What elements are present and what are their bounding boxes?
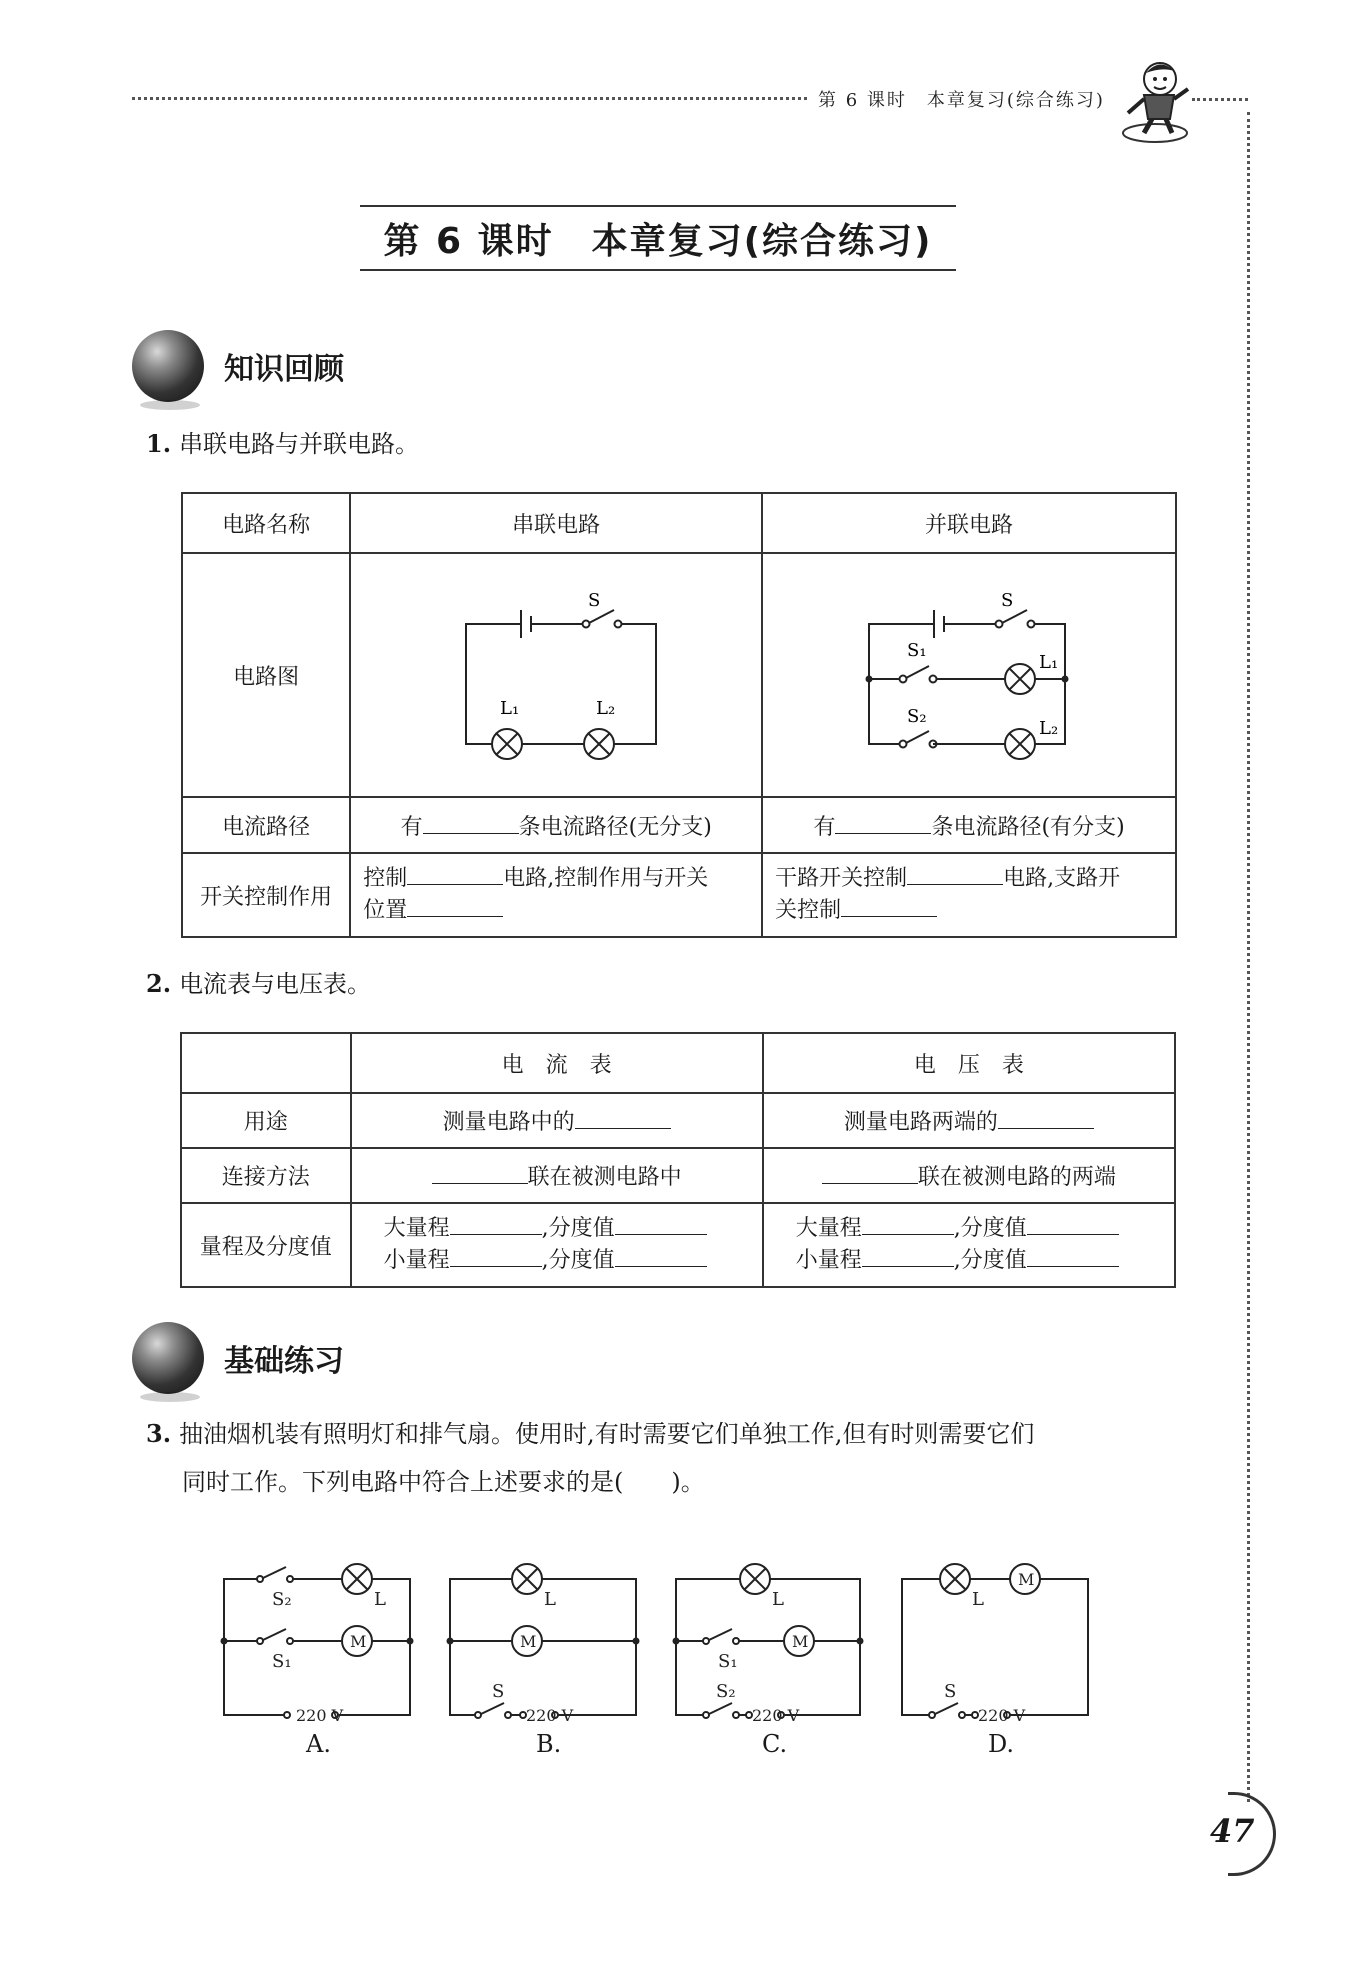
label-s2: S₂ <box>272 1589 292 1610</box>
table-header-cell: 电 压 表 <box>763 1033 1175 1093</box>
series-parallel-table <box>181 492 1177 938</box>
answer-blank[interactable] <box>862 1213 954 1235</box>
section-basic <box>132 1322 344 1394</box>
option-c-label[interactable]: C. <box>762 1730 788 1758</box>
answer-blank[interactable] <box>615 1213 707 1235</box>
chapter-title: 第 6 课时 本章复习(综合练习) <box>383 220 933 262</box>
question-text: 同时工作。下列电路中符合上述要求的是( )。 <box>182 1468 705 1496</box>
answer-blank[interactable] <box>423 812 519 834</box>
ammeter-range-cell <box>351 1203 763 1287</box>
table-header-cell: 串联电路 <box>350 493 762 553</box>
voltmeter-connect-cell <box>763 1148 1175 1203</box>
answer-blank[interactable] <box>841 895 937 917</box>
question-1 <box>146 420 419 468</box>
cell-text: ,分度值 <box>541 1216 615 1241</box>
answer-blank[interactable] <box>1027 1245 1119 1267</box>
answer-blank[interactable] <box>907 863 1003 885</box>
answer-blank[interactable] <box>450 1245 542 1267</box>
section-ball-icon <box>132 330 204 402</box>
table-header-cell: 并联电路 <box>762 493 1176 553</box>
label-s1: S₁ <box>718 1651 738 1672</box>
label-lamp1: L₁ <box>500 698 520 719</box>
running-header: 第 6 课时 本章复习(综合练习) <box>818 90 1105 111</box>
option-d-label[interactable]: D. <box>988 1730 1015 1758</box>
cell-text: 大量程 <box>795 1216 862 1241</box>
cell-text: ,分度值 <box>953 1216 1027 1241</box>
label-s: S <box>492 1681 505 1702</box>
cell-text: 干路开关控制 <box>775 866 908 891</box>
mascot-icon <box>1110 55 1200 145</box>
voltage-label: 220 V <box>296 1706 344 1725</box>
label-s1: S₁ <box>272 1651 292 1672</box>
answer-blank[interactable] <box>1027 1213 1119 1235</box>
section-title: 知识回顾 <box>224 352 344 387</box>
row-label-range: 量程及分度值 <box>181 1203 351 1287</box>
cell-text: 有 <box>813 814 836 840</box>
series-circuit-svg <box>356 554 756 790</box>
page-edge-dotted-rule <box>1247 112 1250 1802</box>
cell-text: 测量电路中的 <box>442 1110 575 1135</box>
label-l: L <box>972 1589 984 1610</box>
cell-text: 测量电路两端的 <box>843 1110 998 1135</box>
cell-text: 控制 <box>363 866 408 891</box>
row-label-switch: 开关控制作用 <box>182 853 350 937</box>
answer-blank[interactable] <box>822 1162 918 1184</box>
cell-text: ,分度值 <box>541 1248 615 1273</box>
section-ball-icon <box>132 1322 204 1394</box>
cell-text: 有 <box>400 814 423 840</box>
answer-blank[interactable] <box>615 1245 707 1267</box>
parallel-circuit-diagram <box>762 553 1176 797</box>
cell-text: 条电流路径(无分支) <box>518 814 712 840</box>
motor-label: M <box>792 1632 809 1651</box>
header-dotted-rule <box>132 97 807 100</box>
cell-text: 小量程 <box>383 1248 450 1273</box>
cell-text: ,分度值 <box>953 1248 1027 1273</box>
parallel-switch-cell <box>762 853 1176 937</box>
label-l: L <box>544 1589 556 1610</box>
meters-table <box>180 1032 1176 1288</box>
table-header-cell: 电 流 表 <box>351 1033 763 1093</box>
label-lamp2: L₂ <box>1039 718 1059 739</box>
question-2 <box>146 960 371 1008</box>
row-label-connect: 连接方法 <box>181 1148 351 1203</box>
voltmeter-range-cell <box>763 1203 1175 1287</box>
option-a-label[interactable]: A. <box>306 1730 331 1758</box>
answer-blank[interactable] <box>450 1213 542 1235</box>
motor-label: M <box>350 1632 367 1651</box>
cell-text: 电路,支路开 <box>1003 866 1121 891</box>
question-number: 1. <box>146 429 172 458</box>
answer-blank[interactable] <box>407 895 503 917</box>
cell-text: 联在被测电路的两端 <box>917 1165 1116 1190</box>
label-l: L <box>374 1589 386 1610</box>
label-s2: S₂ <box>907 706 927 727</box>
parallel-path-cell <box>762 797 1176 853</box>
section-title: 基础练习 <box>224 1344 344 1379</box>
cell-text: 电路,控制作用与开关 <box>503 866 709 891</box>
answer-blank[interactable] <box>862 1245 954 1267</box>
ammeter-connect-cell <box>351 1148 763 1203</box>
option-circuits <box>210 1555 1130 1755</box>
label-s2: S₂ <box>716 1681 736 1702</box>
series-circuit-diagram <box>350 553 762 797</box>
ammeter-use-cell <box>351 1093 763 1148</box>
label-l: L <box>772 1589 784 1610</box>
voltage-label: 220 V <box>752 1706 800 1725</box>
table-header-cell <box>181 1033 351 1093</box>
question-text: 串联电路与并联电路。 <box>179 430 420 458</box>
page-number: 47 <box>1210 1812 1255 1850</box>
header-dotted-rule-right <box>1192 98 1248 101</box>
motor-label: M <box>1018 1570 1035 1589</box>
cell-text: 联在被测电路中 <box>527 1165 682 1190</box>
answer-blank[interactable] <box>998 1107 1094 1129</box>
series-path-cell <box>350 797 762 853</box>
answer-blank[interactable] <box>407 863 503 885</box>
question-text: 抽油烟机装有照明灯和排气扇。使用时,有时需要它们单独工作,但有时则需要它们 <box>179 1420 1035 1448</box>
table-header-cell: 电路名称 <box>182 493 350 553</box>
label-s1: S₁ <box>907 640 927 661</box>
question-text: 电流表与电压表。 <box>179 970 372 998</box>
series-switch-cell <box>350 853 762 937</box>
label-switch: S <box>588 590 601 611</box>
motor-label: M <box>520 1632 537 1651</box>
cell-text: 条电流路径(有分支) <box>931 814 1125 840</box>
answer-blank[interactable] <box>835 812 931 834</box>
label-s: S <box>944 1681 957 1702</box>
option-b-label[interactable]: B. <box>536 1730 562 1758</box>
voltage-label: 220 V <box>978 1706 1026 1725</box>
row-label-diagram: 电路图 <box>182 553 350 797</box>
answer-blank[interactable] <box>432 1162 528 1184</box>
chapter-title-box <box>360 205 956 271</box>
question-3 <box>146 1410 1196 1506</box>
label-lamp1: L₁ <box>1039 652 1059 673</box>
label-switch: S <box>1001 590 1014 611</box>
cell-text: 关控制 <box>775 898 842 923</box>
row-label-use: 用途 <box>181 1093 351 1148</box>
cell-text: 位置 <box>363 898 408 923</box>
voltage-label: 220 V <box>526 1706 574 1725</box>
voltmeter-use-cell <box>763 1093 1175 1148</box>
question-number: 3. <box>146 1419 172 1448</box>
question-number: 2. <box>146 969 172 998</box>
answer-blank[interactable] <box>575 1107 671 1129</box>
section-review <box>132 330 344 402</box>
cell-text: 大量程 <box>383 1216 450 1241</box>
row-label-path: 电流路径 <box>182 797 350 853</box>
label-lamp2: L₂ <box>596 698 616 719</box>
parallel-circuit-svg <box>769 554 1169 790</box>
cell-text: 小量程 <box>795 1248 862 1273</box>
